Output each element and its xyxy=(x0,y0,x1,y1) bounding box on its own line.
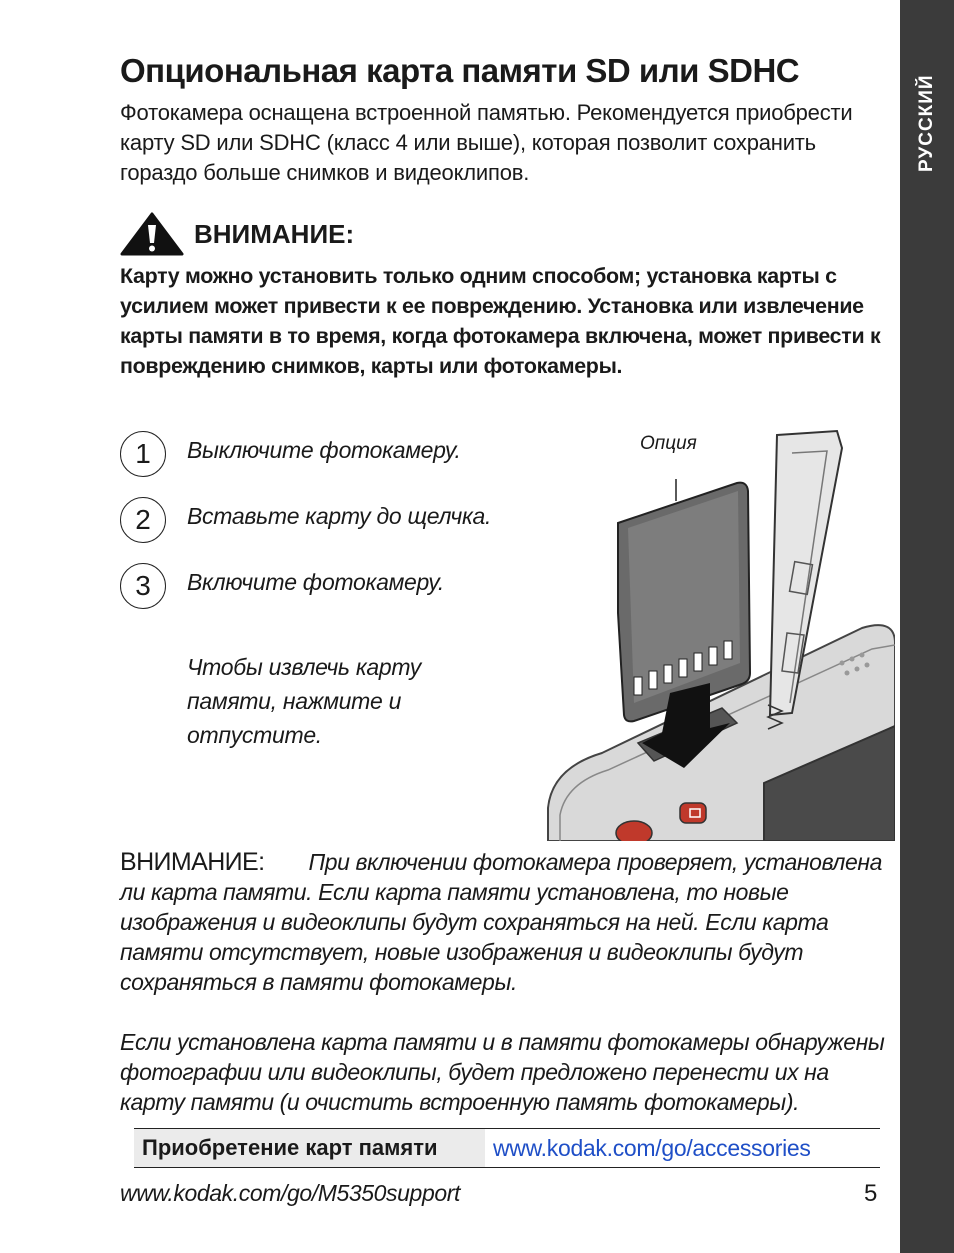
note-paragraph-1 xyxy=(120,847,895,997)
purchase-label: Приобретение карт памяти xyxy=(134,1129,485,1167)
support-url[interactable]: www.kodak.com/go/M5350support xyxy=(120,1180,460,1206)
caution-heading: ВНИМАНИЕ: xyxy=(194,219,355,249)
step-text: Вставьте карту до щелчка. xyxy=(187,503,492,529)
intro-paragraph: Фотокамера оснащена встроенной памятью. Рекомендуется приобрести карту SD или SDHC (класс 4 или выше), которая позволит сохранить гораздо больше снимков и видеоклипов. xyxy=(120,100,853,185)
note-lead: ВНИМАНИЕ: xyxy=(120,848,265,876)
page-number: 5 xyxy=(864,1180,878,1207)
option-callout-label: Опция xyxy=(640,433,697,454)
warning-triangle-icon xyxy=(120,212,184,256)
language-side-tab xyxy=(900,0,954,1253)
note-block xyxy=(120,847,895,1117)
note-text-1: При включении фотокамера проверяет, установлена ли карта памяти. Если карта памяти установлена, то новые изображения и видеоклипы будут сохраняться на ней. Если карта памяти отсутствует, новые изображения и видеоклипы будут сохраняться в памяти фотокамеры. xyxy=(120,849,883,995)
note-paragraph-2: Если установлена карта памяти и в памяти фотокамеры обнаружены фотографии или видеоклипы, будет предложено перенести их на карту памяти (и очистить встроенную память фотокамеры). xyxy=(120,1029,885,1115)
purchase-row xyxy=(134,1128,880,1168)
eject-note: Чтобы извлечь карту памяти, нажмите и отпустите. xyxy=(187,654,421,748)
step-number: 1 xyxy=(120,431,166,477)
caution-text: Карту можно установить только одним способом; установка карты с усилием может привести к ее повреждению. Установка или извлечение карты памяти в то время, когда фотокамера включена, может привести к повреждению снимков, карты или фотокамеры. xyxy=(120,264,881,378)
step-number: 2 xyxy=(120,497,166,543)
page-title: Опциональная карта памяти SD или SDHC xyxy=(120,52,800,89)
step-text: Выключите фотокамеру. xyxy=(187,437,461,463)
card-insertion-illustration xyxy=(542,423,895,841)
step-text: Включите фотокамеру. xyxy=(187,569,445,595)
step-number: 3 xyxy=(120,563,166,609)
language-tab-label: РУССКИЙ xyxy=(916,74,937,172)
accessories-link[interactable]: www.kodak.com/go/accessories xyxy=(493,1134,811,1161)
